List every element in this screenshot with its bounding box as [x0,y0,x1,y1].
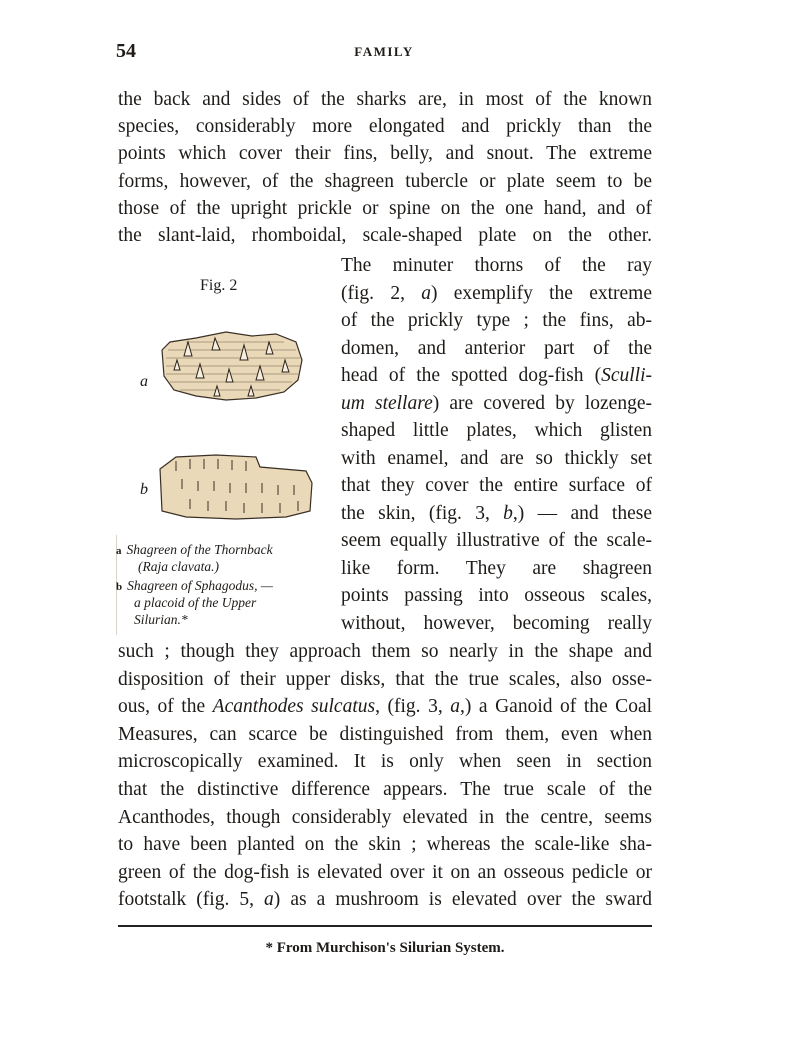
text-line [341,500,652,527]
text-segment: The minuter thorns of the ray [341,255,652,276]
caption-b-line-3: Silurian.* [134,612,188,627]
text-line [341,280,652,307]
text-line [341,417,652,444]
sphagodus-shagreen-illustration [156,451,316,523]
text-segment: disposition of their upper disks, that the true scales, also osse- [118,668,652,690]
text-line [118,776,652,803]
text-line [341,252,652,279]
text-line: forms, however, of the shagreen tubercle or plate seem to be [118,170,652,192]
text-line [118,886,652,913]
figure-2 [116,265,331,640]
text-segment: without, however, becoming really [341,612,652,634]
italic-segment: b [503,502,513,524]
text-line [341,362,652,389]
footnote-rule [118,925,652,927]
text-segment: such ; though they approach them so nearly in the shape and [118,641,652,662]
text-segment: ) are covered by lozenge- [432,392,652,414]
text-line [341,582,652,609]
running-title: FAMILY [354,44,414,59]
italic-segment: um stellare [341,392,433,414]
text-line [118,748,652,775]
text-segment: ) exemplify the extreme [430,282,653,304]
text-line: species, considerably more elongated and prickly than the [118,116,652,138]
text-line [341,445,652,472]
text-segment: seem equally illustrative of the scale- [341,530,652,551]
text-segment: green of the dog-fish is elevated over it on an osseous pedicle or [118,861,652,883]
text-line [118,638,652,665]
text-segment: (fig. 2, [341,282,422,304]
text-segment: ) as a mushroom is elevated over the sward [273,889,652,911]
text-line [341,527,652,554]
footnote: * From Murchison's Silurian System. [265,940,505,956]
text-segment: Acanthodes, though considerably elevated in the centre, seems [118,806,652,828]
caption-b-line-1: Shagreen of Sphagodus, — [127,578,273,593]
text-line: the back and sides of the sharks are, in most of the known [118,89,652,110]
text-line [341,610,652,637]
text-segment: head of the spotted dog-fish ( [341,365,602,386]
text-line [341,555,652,582]
italic-segment: a [450,696,460,718]
text-line [118,721,652,748]
italic-segment: a [264,889,274,911]
text-line: the slant-laid, rhomboidal, scale-shaped plate on the other. [118,225,652,246]
text-line [118,859,652,886]
caption-a-line-1: Shagreen of the Thornback [126,542,273,557]
italic-segment: Acanthodes sulcatus [212,696,376,718]
text-segment: ,) a Ganoid of the Coal [460,696,653,718]
figure-label: Fig. 2 [200,277,238,294]
text-segment: with enamel, and are so thickly set [341,447,652,469]
text-segment: that the distinctive difference appears. The true scale of the [118,779,652,800]
text-segment: to have been planted on the skin ; whereas the scale-like sha- [118,834,652,856]
text-line [118,804,652,831]
text-segment: of the prickly type ; the fins, ab- [341,310,652,331]
text-segment: ,) — and these [512,502,652,524]
figure-letter-a: a [140,373,148,390]
page-number: 54 [116,40,136,62]
caption-b-continued [134,594,256,611]
thornback-shagreen-illustration [156,320,306,410]
text-line [118,693,652,720]
text-segment: footstalk (fig. 5, [118,889,265,911]
text-line: those of the upright prickle or spine on the one hand, and of [118,197,652,219]
text-segment: points passing into osseous scales, [341,585,652,606]
text-line [341,390,652,417]
text-segment: like form. They are shagreen [341,557,652,579]
caption-b-continued-2 [134,611,188,628]
text-segment: the skin, (fig. 3, [341,502,504,524]
italic-segment: Sculli- [601,365,652,386]
caption-a-continued [138,558,219,575]
text-line [341,307,652,334]
text-segment: that they cover the entire surface of [341,475,652,496]
text-line [118,666,652,693]
italic-segment: a [421,282,431,304]
running-head [116,40,652,64]
text-segment: shaped little plates, which glisten [341,420,652,441]
text-segment: domen, and anterior part of the [341,337,652,359]
text-line [341,472,652,499]
text-line [341,335,652,362]
text-line: points which cover their fins, belly, and snout. The extreme [118,143,652,165]
caption-b-key: b [116,581,123,593]
text-segment: Measures, can scarce be distinguished from them, even when [118,723,652,745]
text-segment: ous, of the [118,696,213,718]
figure-letter-b: b [140,481,148,498]
caption-a-line-2: (Raja clavata.) [138,559,219,574]
text-line [118,831,652,858]
text-segment: , (fig. 3, [375,696,451,718]
caption-b-line-2: a placoid of the Upper [134,595,257,610]
caption-a-key: a [116,545,122,557]
text-segment: microscopically examined. It is only when seen in section [118,751,652,773]
